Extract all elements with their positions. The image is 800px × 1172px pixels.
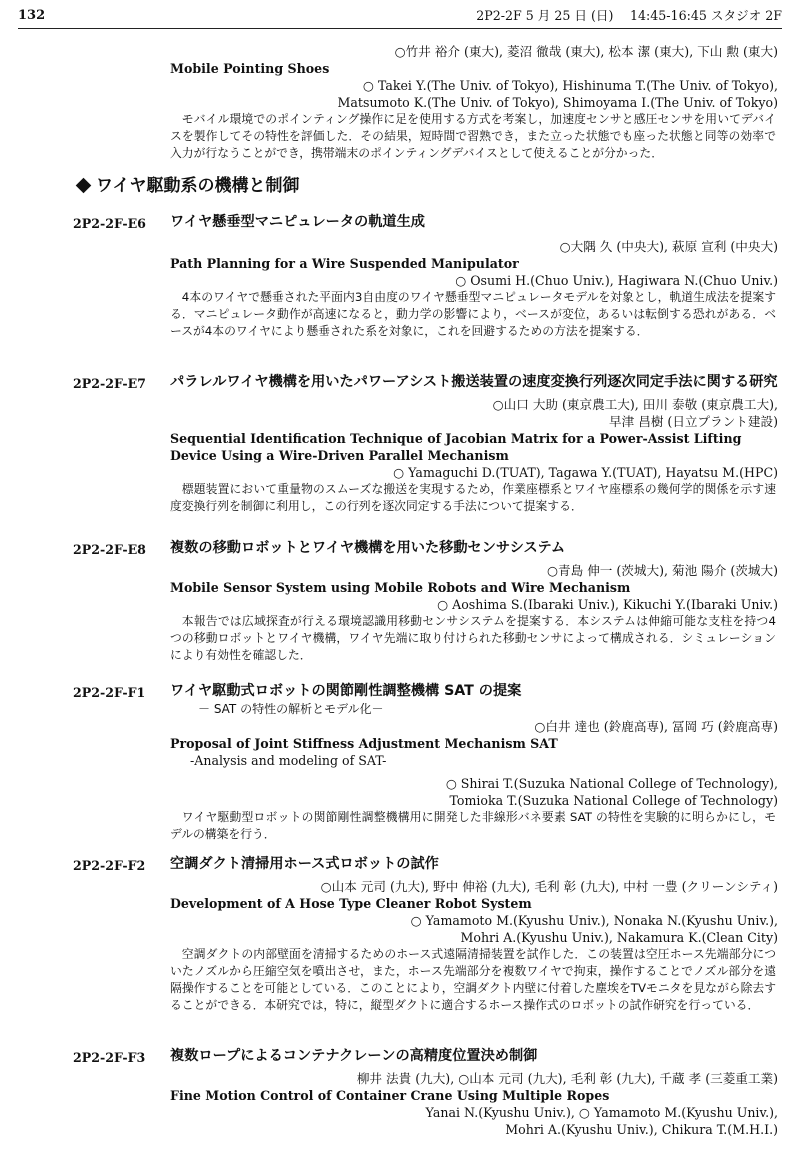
title-jp: ワイヤ懸垂型マニピュレータの軌道生成 bbox=[170, 214, 425, 230]
paper-id: 2P2-2F-E7 bbox=[73, 376, 146, 391]
paper-id: 2P2-2F-F1 bbox=[73, 685, 146, 700]
prev-paper bbox=[0, 43, 800, 162]
section-heading bbox=[74, 178, 300, 195]
authors-en-line: ○ Shirai T.(Suzuka National College of Technology), bbox=[445, 776, 778, 791]
title-en: Proposal of Joint Stiffness Adjustment Mechanism SAT bbox=[170, 736, 558, 751]
authors-en-line: Matsumoto K.(The Univ. of Tokyo), Shimoyama I.(The Univ. of Tokyo) bbox=[337, 95, 778, 110]
authors-en-line: Mohri A.(Kyushu Univ.), Chikura T.(M.H.I.) bbox=[505, 1122, 778, 1137]
authors-en-line: ○ Osumi H.(Chuo Univ.), Hagiwara N.(Chuo Univ.) bbox=[455, 273, 778, 288]
title-jp: ワイヤ駆動式ロボットの関節剛性調整機構 SAT の提案 bbox=[170, 683, 522, 699]
session-info: 2P2-2F 5 月 25 日 (日) 14:45-16:45 スタジオ 2F bbox=[476, 8, 782, 23]
authors-jp: ○竹井 裕介 (東大), 菱沼 徹哉 (東大), 松本 潔 (東大), 下山 勲 (東大) bbox=[394, 44, 778, 59]
paper-entry bbox=[0, 539, 800, 664]
authors-en-line: ○ Yamaguchi D.(TUAT), Tagawa Y.(TUAT), Hayatsu M.(HPC) bbox=[393, 465, 778, 480]
paper-entry bbox=[0, 1047, 800, 1138]
authors-jp: ○青島 伸一 (茨城大), 菊池 陽介 (茨城大) bbox=[547, 563, 778, 578]
title-jp: 複数の移動ロボットとワイヤ機構を用いた移動センサシステム bbox=[170, 540, 566, 556]
authors-en-line: ○ Aoshima S.(Ibaraki Univ.), Kikuchi Y.(Ibaraki Univ.) bbox=[437, 597, 778, 612]
authors-jp-line: ○山口 大助 (東京農工大), 田川 泰敬 (東京農工大), bbox=[492, 397, 778, 412]
authors-jp: ○山本 元司 (九大), 野中 伸裕 (九大), 毛利 彰 (九大), 中村 一豊 (クリーンシティ) bbox=[320, 879, 778, 894]
diamond-icon bbox=[76, 178, 92, 194]
title-jp: 複数ロープによるコンテナクレーンの高精度位置決め制御 bbox=[170, 1048, 538, 1064]
authors-en-line: ○ Takei Y.(The Univ. of Tokyo), Hishinuma T.(The Univ. of Tokyo), bbox=[362, 78, 778, 93]
subtitle-jp: － SAT の特性の解析とモデル化－ bbox=[198, 702, 384, 716]
title-jp: パラレルワイヤ機構を用いたパワーアシスト搬送装置の速度変換行列逐次同定手法に関する研究 bbox=[170, 374, 778, 390]
title-jp: 空調ダクト清掃用ホース式ロボットの試作 bbox=[170, 856, 439, 872]
abstract: モバイル環境でのポインティング操作に足を使用する方式を考案し，加速度センサと感圧センサを用いてデバイスを製作してその特性を評価した．その結果，短時間で習熟でき，また立った状態でも座った状態と同等の効率で入力が行なうことができ，携帯端末のポインティングデバイスとして使えることが分かった． bbox=[170, 112, 776, 160]
abstract: 空調ダクトの内部壁面を清掃するためのホース式遠隔清掃装置を試作した．この装置は空圧ホース先端部分についたノズルから圧縮空気を噴出させ，また，ホース先端部分を複数ワイヤで拘束，操作することでノズル部分を遠隔操作することを可能としている．このことにより，空調ダクト内壁に付着した塵埃をTVモニタを見ながら除去することができる．本研究では，特に，縦型ダクトに適合するホース操作式のロボットの試作研究を行っている． bbox=[170, 947, 776, 1012]
page-header bbox=[18, 6, 782, 29]
abstract: 本報告では広域探査が行える環境認識用移動センサシステムを提案する．本システムは伸縮可能な支柱を持つ4つの移動ロボットとワイヤ機構，ワイヤ先端に取り付けられた移動センサによって構成される．シミュレーションにより有効性を確認した． bbox=[170, 614, 776, 662]
paper-entry bbox=[0, 682, 800, 843]
paper-id: 2P2-2F-E6 bbox=[73, 216, 146, 231]
title-en: Sequential Identification Technique of Jacobian Matrix for a Power-Assist Lifting Device Using a Wire-Driven Parallel Mechanism bbox=[170, 431, 742, 463]
authors-en-line: Yanai N.(Kyushu Univ.), ○ Yamamoto M.(Kyushu Univ.), bbox=[425, 1105, 778, 1120]
authors-jp: ○白井 達也 (鈴鹿高専), 冨岡 巧 (鈴鹿高専) bbox=[534, 719, 778, 734]
title-en: Development of A Hose Type Cleaner Robot System bbox=[170, 896, 532, 911]
authors-en-line: Mohri A.(Kyushu Univ.), Nakamura K.(Clean City) bbox=[460, 930, 778, 945]
title-en: Mobile Pointing Shoes bbox=[170, 61, 330, 76]
paper-entry bbox=[0, 213, 800, 340]
paper-entry bbox=[0, 373, 800, 515]
paper-id: 2P2-2F-E8 bbox=[73, 542, 146, 557]
authors-jp: ○大隅 久 (中央大), 萩原 宣利 (中央大) bbox=[559, 239, 778, 254]
abstract: ワイヤ駆動型ロボットの関節剛性調整機構用に開発した非線形バネ要素 SAT の特性を実験的に明らかにし，モデルの構築を行う． bbox=[170, 810, 776, 841]
section-title: ワイヤ駆動系の機構と制御 bbox=[96, 176, 300, 196]
authors-en-line: Tomioka T.(Suzuka National College of Technology) bbox=[449, 793, 778, 808]
title-en: Path Planning for a Wire Suspended Manipulator bbox=[170, 256, 519, 271]
title-en: Mobile Sensor System using Mobile Robots and Wire Mechanism bbox=[170, 580, 631, 595]
abstract: 4本のワイヤで懸垂された平面内3自由度のワイヤ懸垂型マニピュレータモデルを対象とし，軌道生成法を提案する．マニピュレータ動作が高速になると，動力学の影響により，ベースが変位，あるいは転倒する恐れがある．ベースが4本のワイヤにより懸垂された系を対象に，これを回避するための方法を提案する． bbox=[170, 290, 776, 338]
subtitle-en: -Analysis and modeling of SAT- bbox=[190, 753, 387, 768]
authors-jp: 柳井 法貴 (九大), ○山本 元司 (九大), 毛利 彰 (九大), 千蔵 孝 (三菱重工業) bbox=[356, 1071, 778, 1086]
authors-en-line: ○ Yamamoto M.(Kyushu Univ.), Nonaka N.(Kyushu Univ.), bbox=[410, 913, 778, 928]
paper-id: 2P2-2F-F2 bbox=[73, 858, 146, 873]
title-en: Fine Motion Control of Container Crane Using Multiple Ropes bbox=[170, 1088, 610, 1103]
page-number: 132 bbox=[18, 8, 46, 23]
authors-jp-line: 早津 昌樹 (日立プラント建設) bbox=[609, 414, 778, 429]
paper-entry bbox=[0, 855, 800, 1014]
paper-id: 2P2-2F-F3 bbox=[73, 1050, 146, 1065]
abstract: 標題装置において重量物のスムーズな搬送を実現するため，作業座標系とワイヤ座標系の幾何学的関係を示す速度変換行列を制御に利用し，この行列を逐次同定する手法について提案する． bbox=[170, 482, 776, 513]
